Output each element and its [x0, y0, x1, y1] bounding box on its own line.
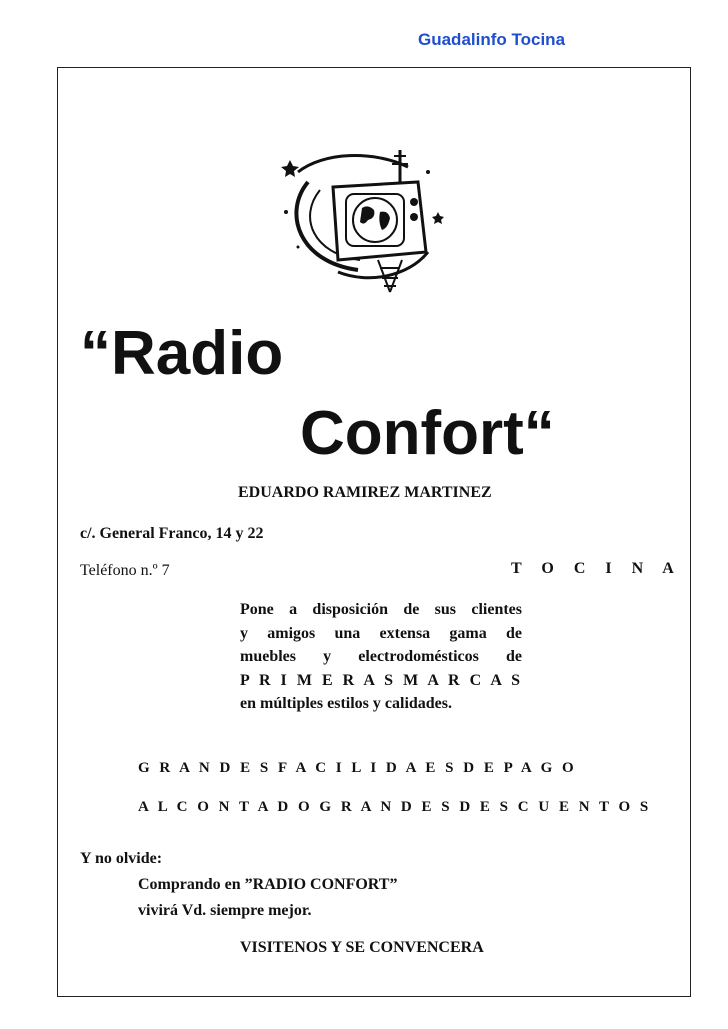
radio-tv-illustration-icon	[278, 142, 450, 296]
paragraph-line: y amigos una extensa gama de	[240, 624, 522, 642]
closing-line: VISITENOS Y SE CONVENCERA	[240, 939, 484, 956]
brand-name-line-2: Confort“	[300, 399, 555, 468]
offer-paragraph	[240, 598, 522, 716]
reminder-line-2: vivirá Vd. siempre mejor.	[138, 902, 312, 919]
reminder-intro: Y no olvide:	[80, 850, 163, 867]
city-name: T O C I N A	[511, 560, 682, 577]
discount-offer: A L C O N T A D O G R A N D E S D E S C U E N T O S	[138, 799, 652, 815]
owner-name: EDUARDO RAMIREZ MARTINEZ	[238, 484, 492, 501]
paragraph-line: en múltiples estilos y calidades.	[240, 695, 453, 712]
reminder-line-1: Comprando en ”RADIO CONFORT”	[138, 876, 398, 893]
brand-name-line-1: “Radio	[80, 319, 284, 388]
paragraph-line: Pone a disposición de sus clientes	[240, 601, 522, 618]
phone-number: Teléfono n.º 7	[80, 562, 170, 579]
address: c/. General Franco, 14 y 22	[80, 525, 264, 542]
payment-offer: G R A N D E S F A C I L I D A E S D E P A G O	[138, 760, 577, 776]
paragraph-line: muebles y electrodomésticos de	[240, 648, 522, 665]
paragraph-line: P R I M E R A S M A R C A S	[240, 671, 522, 689]
watermark-label: Guadalinfo Tocina	[418, 30, 566, 49]
